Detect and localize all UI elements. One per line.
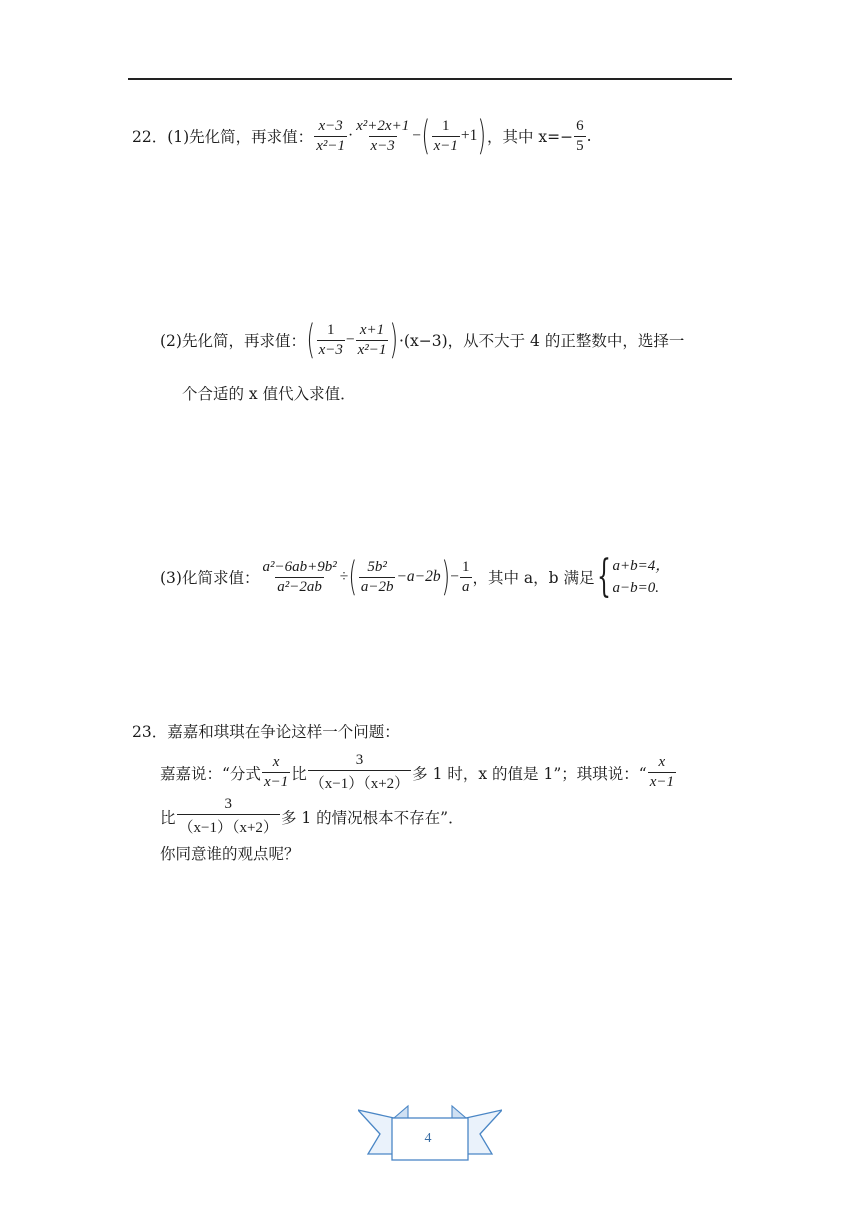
- page-number: 4: [424, 1131, 432, 1146]
- q22-label: 22．(1)先化简，再求值：: [132, 128, 314, 146]
- left-paren: (: [421, 113, 431, 159]
- left-paren: (: [348, 554, 358, 600]
- fraction: $\frac{3}{(x-1)(x+2)}$: [309, 752, 410, 792]
- fraction: $\frac{\text{a²−6ab+9b²}}{\text{a²−2ab}}$: [262, 558, 337, 595]
- fraction: $\frac{x+1}{\text{x²−1}}$: [357, 321, 387, 358]
- q22-part2-line2: 个合适的 x 值代入求值．: [182, 385, 356, 403]
- fraction: $\frac{x-3}{\text{x²−1}}$: [316, 117, 345, 154]
- fraction: $\frac{1}{x-1}$: [433, 117, 458, 154]
- fraction: $\frac{1}{a}$: [462, 558, 470, 595]
- q22-p2-tail: ·(x−3)，从不大于 4 的正整数中，选择一: [399, 332, 685, 350]
- q22-p1-tail: ，其中 x=−: [486, 128, 574, 146]
- q22-part2: (2)先化简，再求值： ( $\frac{1}{x-3}$ − $\frac{x+1}{\text{x²−1}}$ ) ·(x−3)，从不大于 4 的正整数中，选择一: [160, 317, 685, 363]
- q22-p3-tail: ，其中 a，b 满足: [472, 569, 595, 587]
- q23-line2: 比 $\frac{3}{(x-1)(x+2)}$ 多 1 的情况根本不存在”．: [160, 796, 464, 836]
- right-paren: ): [441, 554, 450, 600]
- fraction: $\frac{\text{x²+2x+1}}{x-3}$: [356, 117, 410, 154]
- equation-system: a+b=4， a−b=0.: [612, 558, 671, 596]
- fraction: $\frac{x}{x-1}$: [649, 754, 674, 790]
- q22-p3-label: (3)化简求值：: [160, 569, 260, 587]
- right-paren: ): [389, 317, 399, 363]
- fraction: $\frac{6}{5}$: [576, 117, 584, 154]
- left-brace: {: [596, 551, 611, 602]
- fraction: $\frac{3}{(x-1)(x+2)}$: [178, 796, 278, 836]
- q23-line1: 嘉嘉说：“分式 $\frac{x}{x-1}$ 比 $\frac{3}{(x-1)(x+2)}$ 多 1 时，x 的值是 1”；琪琪说：“ $\frac{x}{x-1}$: [160, 752, 674, 792]
- q22-part3: (3)化简求值： $\frac{\text{a²−6ab+9b²}}{\text{a²−2ab}}$ ÷ ( $\frac{\text{5b²}}{a-2b}$ −a−2b ) − $\frac{1}{a}$ ，其中 a，b 满足 { a+b=4， a−b=0.: [160, 551, 671, 602]
- header-rule: [128, 78, 732, 80]
- q23-label: 23．嘉嘉和琪琪在争论这样一个问题：: [132, 723, 400, 741]
- right-paren: ): [477, 113, 487, 159]
- q23-line3: 你同意谁的观点呢？: [160, 845, 300, 863]
- q22-part1: 22．(1)先化简，再求值： $\frac{x-3}{\text{x²−1}}$ · $\frac{\text{x²+2x+1}}{x-3}$ − ( $\frac{1}{x-1}$ +1 ) ，其中 x=− $\frac{6}{5}$ .: [132, 113, 592, 159]
- left-paren: (: [306, 317, 316, 363]
- fraction: $\frac{1}{x-3}$: [318, 321, 343, 358]
- fraction: $\frac{\text{5b²}}{a-2b}$: [360, 558, 394, 595]
- fraction: $\frac{x}{x-1}$: [263, 754, 289, 790]
- q22-p2-label: (2)先化简，再求值：: [160, 332, 306, 350]
